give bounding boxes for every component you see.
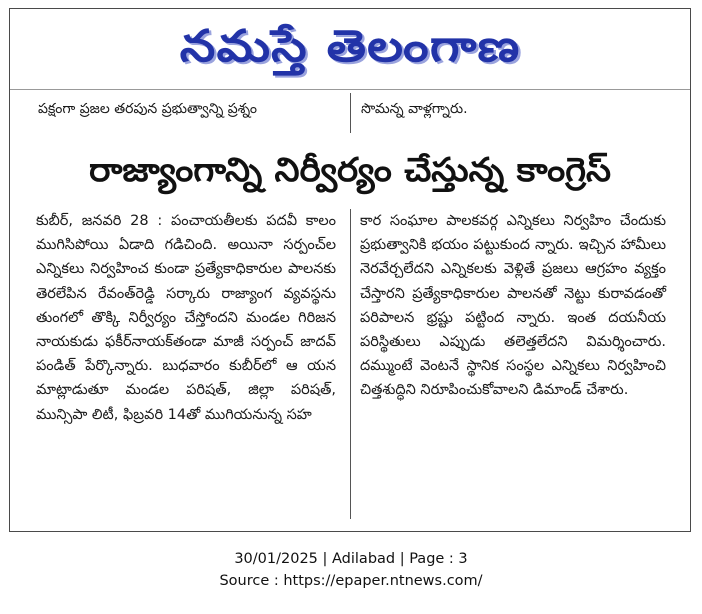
article-column-left xyxy=(36,209,336,427)
article-body-right: కార సంఘాల పాలకవర్గ ఎన్నికలు నిర్వహిం చేందుకు ప్రభుత్వానికి భయం పట్టుకుంద న్నారు. ఇచ్చిన హామీలు నెరవేర్చలేదని ఎన్నికలకు వెళ్లితే ప్రజలు ఆగ్రహం వ్యక్తం చేస్తారని ప్రత్యేకాధికారుల పాలనతో నెట్టు కురావడంతో పరిపాలన భ్రష్టు పట్టింద న్నారు. ఇంత దయనీయ పరిస్థితులు ఎప్పుడు తలెత్తలేదని విమర్శించారు. దమ్ముంటే వెంటనే స్థానిక సంస్థల ఎన్నికలు నిర్వహించి చిత్తశుద్ధిని నిరూపించుకోవాలని డిమాండ్ చేశారు. xyxy=(360,213,666,399)
article-headline: రాజ్యాంగాన్ని నిర్వీర్యం చేస్తున్న కాంగ్రెస్ xyxy=(88,150,612,189)
masthead xyxy=(10,11,690,83)
edition-info: 30/01/2025 | Adilabad | Page : 3 xyxy=(234,551,468,567)
clipping-footer xyxy=(0,548,702,592)
column-divider xyxy=(350,209,351,519)
article-column-right xyxy=(360,209,666,403)
newspaper-logo: నమస్తే తెలంగాణ xyxy=(179,21,521,72)
masthead-divider xyxy=(10,89,690,90)
article-body-left: కుబీర్, జనవరి 28 : పంచాయతీలకు పదవీ కాలం ముగిసిపోయి ఏడాది గడిచింది. అయినా సర్పంచ్‌ల ఎన్నికలు నిర్వహించ కుండా ప్రత్యేకాధికారుల పాలనకు తెరలేపిన రేవంత్‌రెడ్డి సర్కారు రాజ్యాంగ వ్యవస్థను తుంగలో తొక్కి నిర్వీర్యం చేస్తోందని మండల గిరిజన నాయకుడు ఫకీర్‌నాయక్‌తండా మాజీ సర్పంచ్ జాదవ్ పండిత్ పేర్కొన్నారు. బుధవారం కుబీర్‌లో ఆ యన మాట్లాడుతూ మండల పరిషత్, జిల్లా పరిషత్, మున్సిపా లిటీ, ఫిబ్రవరి 14తో ముగియనున్న సహ xyxy=(36,213,336,423)
previous-article-right-line: సొమన్న వాళ్లగ్నారు. xyxy=(361,101,468,117)
source-link[interactable]: Source : https://epaper.ntnews.com/ xyxy=(219,573,483,589)
column-divider-top xyxy=(350,93,351,133)
previous-article-left-line: పక్షంగా ప్రజల తరపున ప్రభుత్వాన్ని ప్రశ్నం xyxy=(38,101,258,117)
newspaper-clipping xyxy=(9,8,691,532)
